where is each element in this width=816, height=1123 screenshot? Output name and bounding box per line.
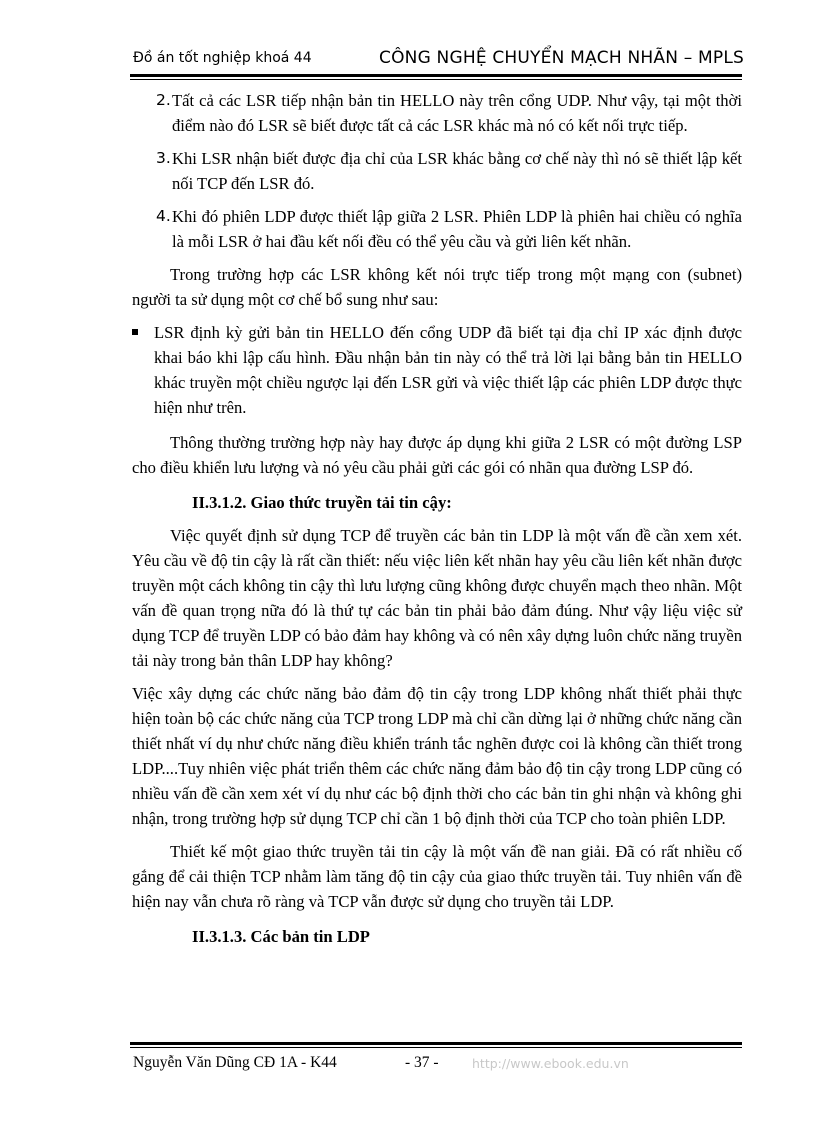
header-rule-thick (130, 74, 742, 77)
square-bullet-icon (132, 329, 138, 335)
paragraph-tcp-2: Việc xây dựng các chức năng bảo đảm độ tin cậy trong LDP không nhất thiết phải thực hiện toàn bộ các chức năng của TCP trong LDP mà chỉ cần dừng lại ở những chức năng cần thiết nhất ví dụ như chức năng điều khiển tránh tắc nghẽn được coi là không cần thiết trong LDP....Tuy nhiên việc phát triển thêm các chức năng đảm bảo độ tin cậy trong LDP cũng có nhiều vấn đề cần xem xét ví dụ như các bộ định thời cho các bản tin ghi nhận và không ghi nhận, trong trường hợp sử dụng TCP chỉ cần 1 bộ định thời của TCP cho toàn phiên LDP. (132, 684, 742, 828)
paragraph-lsp: Thông thường trường hợp này hay được áp dụng khi giữa 2 LSR có một đường LSP cho điều khiển lưu lượng và nó yêu cầu phải gửi các gói có nhãn qua đường LSP đó. (132, 433, 742, 477)
paragraph-tcp-1: Việc quyết định sử dụng TCP để truyền các bản tin LDP là một vấn đề cần xem xét. Yêu cầu về độ tin cậy là rất cần thiết: nếu việc liên kết nhãn hay yêu cầu liên kết nhãn được truyền một cách không tin cậy thì lưu lượng cũng không được chuyển mạch theo nhãn. Một vấn đề quan trọng nữa đó là thứ tự các bản tin phải bảo đảm đúng. Như vậy liệu việc sử dụng TCP để truyền LDP có bảo đảm hay không và có nên xây dựng luôn chức năng truyền tải này trong bản thân LDP hay không? (132, 526, 742, 670)
item-text: Tất cả các LSR tiếp nhận bản tin HELLO này trên cổng UDP. Như vậy, tại một thời điểm nào đó LSR sẽ biết được tất cả các LSR khác mà nó có kết nối trực tiếp. (172, 91, 742, 135)
item-number: 3. (156, 149, 171, 167)
item-number: 4. (156, 207, 171, 225)
header-rule-thin (130, 79, 742, 80)
page-number: - 37 - (405, 1054, 439, 1071)
footer-watermark-url: http://www.ebook.edu.vn (472, 1056, 629, 1071)
paragraph-tcp-3: Thiết kế một giao thức truyền tải tin cậy là một vấn đề nan giải. Đã có rất nhiều cố gắng để cải thiện TCP nhằm làm tăng độ tin cậy của giao thức truyền tải. Tuy nhiên vấn đề hiện nay vẫn chưa rõ ràng và TCP vẫn được sử dụng cho truyền tải LDP. (132, 842, 742, 911)
footer-author: Nguyễn Văn Dũng CĐ 1A - K44 (133, 1054, 337, 1071)
page-body (132, 88, 742, 957)
section-heading-transport: II.3.1.2. Giao thức truyền tải tin cậy: (192, 493, 452, 512)
bullet-text: LSR định kỳ gửi bản tin HELLO đến cổng UDP đã biết tại địa chỉ IP xác định được khai báo khi lập cấu hình. Đầu nhận bản tin này có thể trả lời lại bằng bản tin HELLO khác truyền một chiều ngược lại đến LSR gửi và việc thiết lập các phiên LDP được thực hiện như trên. (154, 323, 742, 417)
numbered-item-3 (132, 146, 742, 196)
item-text: Khi LSR nhận biết được địa chỉ của LSR khác bằng cơ chế này thì nó sẽ thiết lập kết nối TCP đến LSR đó. (172, 149, 742, 193)
numbered-item-4 (132, 204, 742, 254)
paragraph-subnet: Trong trường hợp các LSR không kết nói trực tiếp trong một mạng con (subnet) người ta sử dụng một cơ chế bổ sung như sau: (132, 265, 742, 309)
numbered-item-2 (132, 88, 742, 138)
item-number: 2. (156, 91, 171, 109)
section-heading-messages: II.3.1.3. Các bản tin LDP (192, 927, 370, 946)
footer-rule-thick (130, 1042, 742, 1045)
header-right-title: CÔNG NGHỆ CHUYỂN MẠCH NHÃN – MPLS (379, 48, 744, 68)
footer-rule-thin (130, 1047, 742, 1048)
bullet-item (132, 320, 742, 420)
header-left-title: Đồ án tốt nghiệp khoá 44 (133, 50, 312, 66)
item-text: Khi đó phiên LDP được thiết lập giữa 2 LSR. Phiên LDP là phiên hai chiều có nghĩa là mỗi LSR ở hai đầu kết nối đều có thể yêu cầu và gửi liên kết nhãn. (172, 207, 742, 251)
